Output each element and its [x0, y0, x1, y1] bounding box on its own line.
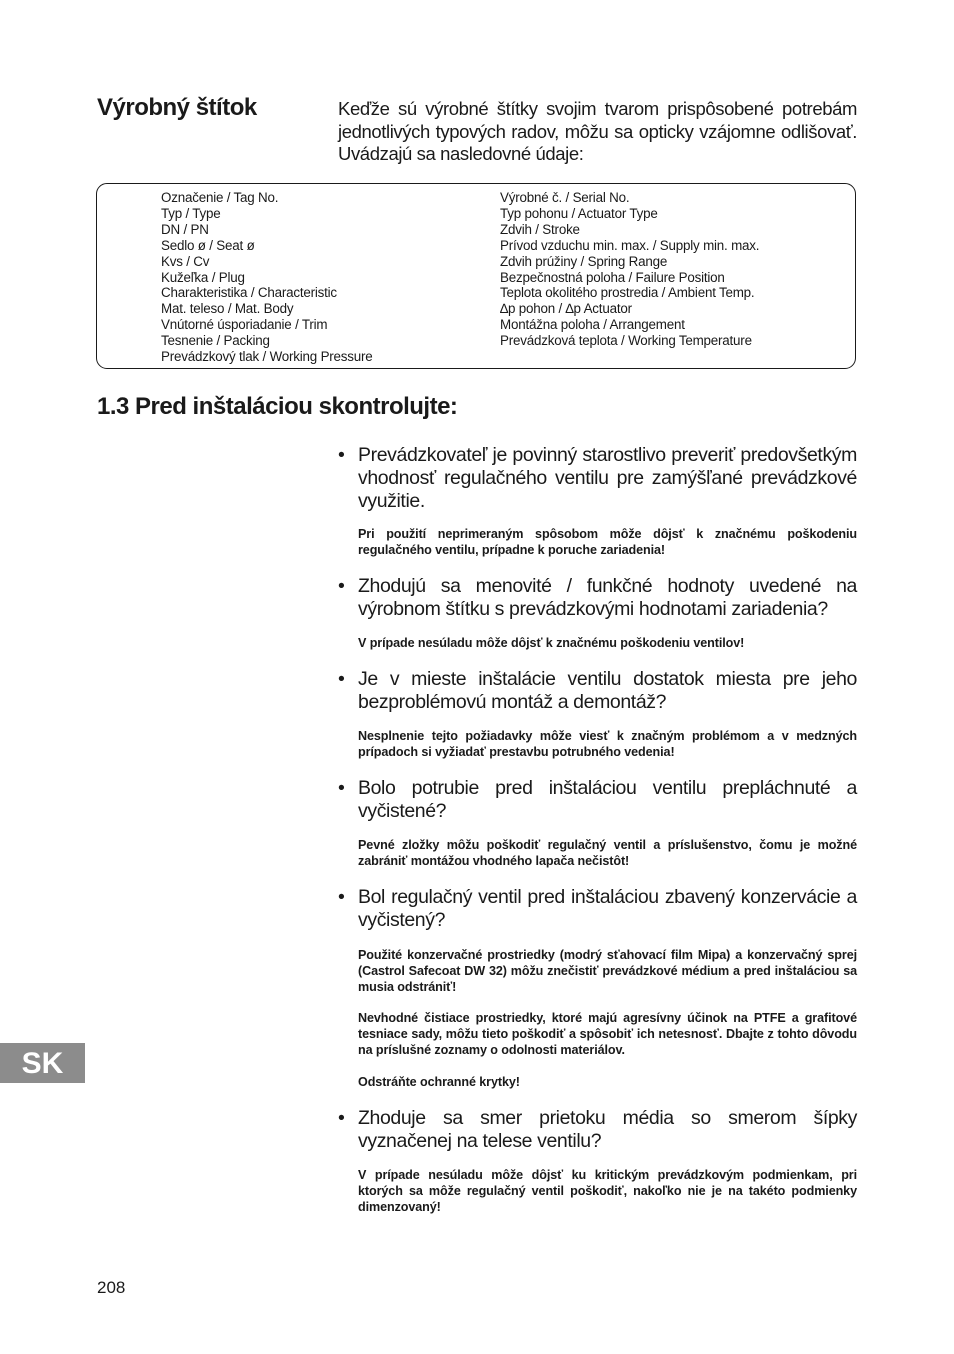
check-item — [338, 1107, 857, 1153]
nameplate-field: Výrobné č. / Serial No. — [500, 190, 630, 205]
nameplate-field: Mat. teleso / Mat. Body — [161, 301, 294, 317]
language-tab: SK — [0, 1043, 85, 1083]
check-note: Pri použití neprimeraným spôsobom môže dôjsť k značnému poškodeniu regulačného ventilu, prípadne k poruche zariadenia! — [358, 527, 857, 557]
nameplate-field: ∆p pohon / ∆p Actuator — [500, 301, 632, 317]
check-note: V prípade nesúladu môže dôjsť k značnému poškodeniu ventilov! — [358, 636, 745, 650]
nameplate-field: Kvs / Cv — [161, 253, 210, 269]
check-item — [338, 777, 857, 823]
check-item — [338, 444, 857, 513]
check-question: Prevádzkovateľ je povinný starostlivo preveriť predovšetkým vhodnosť regulačného ventilu pre zamýšľané prevádzkové využitie. — [358, 444, 857, 512]
check-question: Zhodujú sa menovité / funkčné hodnoty uvedené na výrobnom štítku s prevádzkovými hodnotami zariadenia? — [358, 575, 857, 620]
page-number: 208 — [97, 1278, 126, 1297]
check-note: Použité konzervačné prostriedky (modrý sťahovací film Mipa) a konzervačný sprej (Castrol Safecoat DW 32) môžu znečistiť prevádzkové médium a pred inštaláciou sa musia odstrániť! — [358, 948, 857, 994]
bullet-icon: • — [338, 777, 345, 799]
check-note: V prípade nesúladu môže dôjsť ku kritickým prevádzkovým podmienkam, pri ktorých sa môže regulačný ventil poškodiť, nakoľko nie je na takéto podmienky dimenzovaný! — [358, 1168, 857, 1214]
nameplate-field: Zdvih / Stroke — [500, 221, 580, 237]
check-question: Bol regulačný ventil pred inštaláciou zbavený konzervácie a vyčistený? — [358, 886, 857, 931]
nameplate-field: Tesnenie / Packing — [161, 333, 270, 349]
check-note: Odstráňte ochranné krytky! — [358, 1075, 520, 1089]
nameplate-field: Montážna poloha / Arrangement — [500, 317, 685, 333]
nameplate-field: Zdvih prúžiny / Spring Range — [500, 253, 668, 269]
nameplate-field: Vnútorné úsporiadanie / Trim — [161, 317, 328, 333]
nameplate-field: Prevádzkový tlak / Working Pressure — [161, 349, 373, 365]
nameplate-field: Kužeľka / Plug — [161, 269, 245, 285]
check-question: Bolo potrubie pred inštaláciou ventilu prepláchnuté a vyčistené? — [358, 777, 857, 822]
check-note: Nesplnenie tejto požiadavky môže viesť k značným problémom a v medzných prípadoch si vyžiadať prestavbu potrubného vedenia! — [358, 729, 857, 759]
nameplate-field: Bezpečnostná poloha / Failure Position — [500, 269, 725, 285]
bullet-icon: • — [338, 444, 345, 466]
check-item — [338, 886, 857, 932]
check-note: Nevhodné čistiace prostriedky, ktoré majú agresívny účinok na PTFE a grafitové tesniace sady, môžu tieto poškodiť a spôsobiť ich netesnosť. Dbajte z tohto dôvodu na príslušné zoznamy o odolnosti materiálov. — [358, 1011, 857, 1057]
nameplate-heading: Výrobný štítok — [97, 94, 257, 121]
nameplate-field: Označenie / Tag No. — [161, 190, 279, 205]
nameplate-field: DN / PN — [161, 221, 209, 237]
check-question: Je v mieste inštalácie ventilu dostatok miesta pre jeho bezproblémovú montáž a demontáž? — [358, 668, 857, 713]
nameplate-field: Prevádzková teplota / Working Temperature — [500, 333, 752, 349]
bullet-icon: • — [338, 668, 345, 690]
nameplate-field: Teplota okolitého prostredia / Ambient Temp. — [500, 285, 755, 301]
section-heading: 1.3 Pred inštaláciou skontrolujte: — [97, 393, 458, 420]
nameplate-box — [96, 183, 856, 369]
check-item — [338, 668, 857, 714]
check-question: Zhoduje sa smer prietoku média so smerom šípky vyznačenej na telese ventilu? — [358, 1107, 857, 1152]
bullet-icon: • — [338, 575, 345, 597]
nameplate-field: Prívod vzduchu min. max. / Supply min. max. — [500, 237, 760, 253]
bullet-icon: • — [338, 1107, 345, 1129]
check-item — [338, 575, 857, 621]
nameplate-left-column — [161, 190, 373, 365]
nameplate-intro: Keďže sú výrobné štítky svojim tvarom prispôsobené potrebám jednotlivých typových radov, môžu sa opticky vzájomne odlišovať. Uvádzajú sa nasledovné údaje: — [338, 98, 857, 164]
check-note: Pevné zložky môžu poškodiť regulačný ventil a príslušenstvo, čomu je možné zabrániť montážou vhodného lapača nečistôt! — [358, 838, 857, 868]
nameplate-field: Sedlo ø / Seat ø — [161, 237, 255, 253]
nameplate-field: Typ pohonu / Actuator Type — [500, 205, 658, 221]
nameplate-field: Typ / Type — [161, 205, 221, 221]
nameplate-field: Charakteristika / Characteristic — [161, 285, 337, 301]
bullet-icon: • — [338, 886, 345, 908]
nameplate-right-column — [500, 190, 759, 349]
